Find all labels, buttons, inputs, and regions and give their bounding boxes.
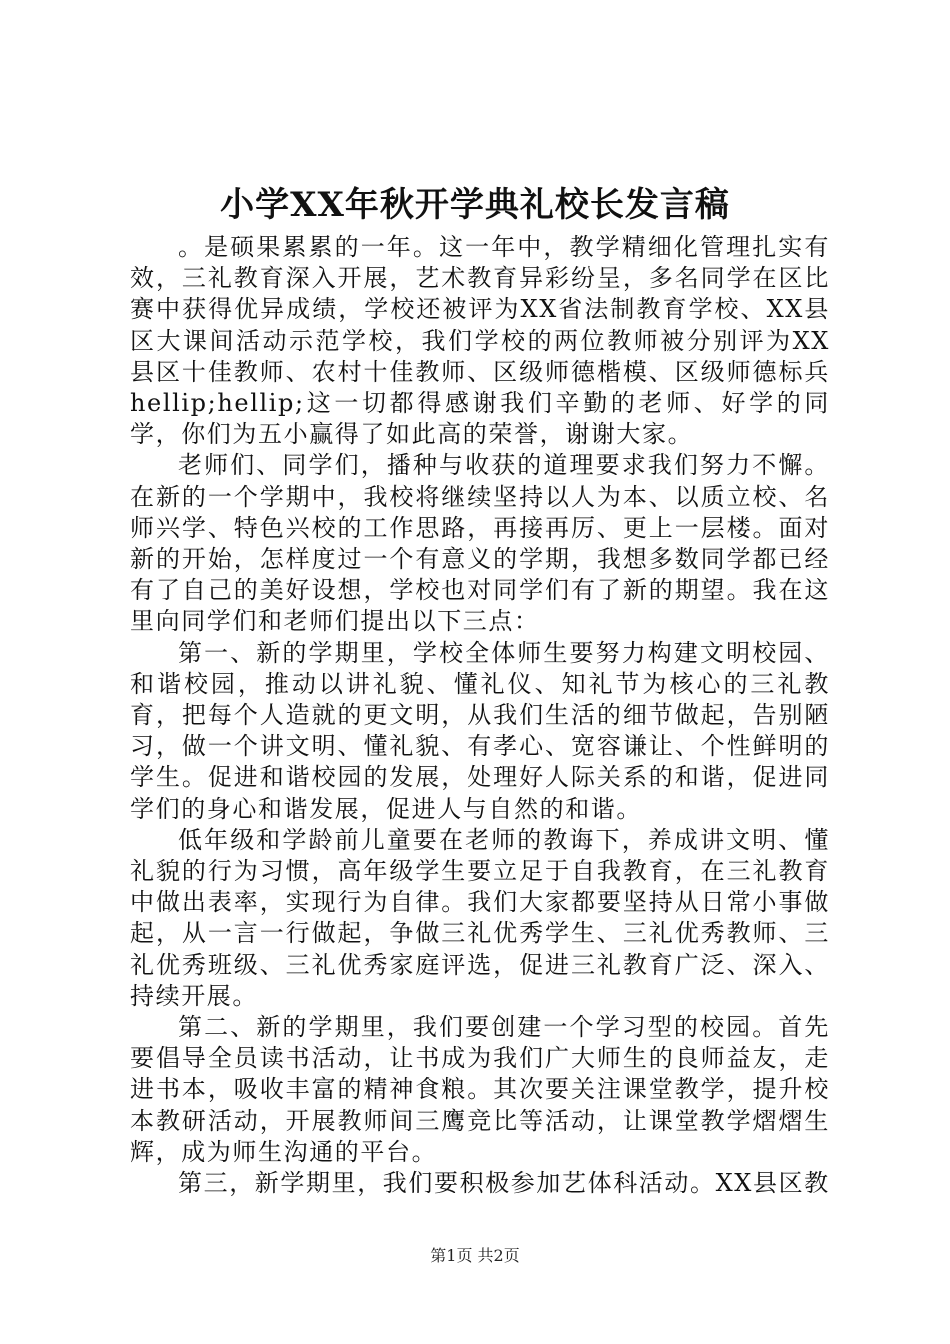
document-title: 小学XX年秋开学典礼校长发言稿 [220,185,730,225]
page-number-footer: 第1页 共2页 [430,1246,520,1265]
paragraph-5: 第二、新的学期里，我们要创建一个学习型的校园。首先要倡导全员读书活动，让书成为我们广大师生的良师益友，走进书本，吸收丰富的精神食粮。其次要关注课堂教学，提升校本教研活动，开展教师间三鹰竞比等活动，让课堂教学熠熠生辉，成为师生沟通的平台。 [130,1013,830,1166]
paragraph-1: 。是硕果累累的一年。这一年中，教学精细化管理扎实有效，三礼教育深入开展，艺术教育异彩纷呈，多名同学在区比赛中获得优异成绩，学校还被评为XX省法制教育学校、XX县区大课间活动示范学校，我们学校的两位教师被分别评为XX县区十佳教师、农村十佳教师、区级师德楷模、区级师德标兵hellip;hellip;这一切都得感谢我们辛勤的老师、好学的同学，你们为五小赢得了如此高的荣誉，谢谢大家。 [130,233,830,449]
paragraph-4: 低年级和学龄前儿童要在老师的教诲下，养成讲文明、懂礼貌的行为习惯，高年级学生要立足于自我教育，在三礼教育中做出表率，实现行为自律。我们大家都要坚持从日常小事做起，从一言一行做起，争做三礼优秀学生、三礼优秀教师、三礼优秀班级、三礼优秀家庭评选，促进三礼教育广泛、深入、持续开展。 [130,825,830,1010]
paragraph-6: 第三，新学期里，我们要积极参加艺体科活动。XX县区教 [178,1169,830,1198]
document-body [130,232,830,1199]
paragraph-3: 第一、新的学期里，学校全体师生要努力构建文明校园、和谐校园，推动以讲礼貌、懂礼仪、知礼节为核心的三礼教育，把每个人造就的更文明，从我们生活的细节做起，告别陋习，做一个讲文明、懂礼貌、有孝心、宽容谦让、个性鲜明的学生。促进和谐校园的发展，处理好人际关系的和谐，促进同学们的身心和谐发展，促进人与自然的和谐。 [130,638,830,823]
paragraph-2: 老师们、同学们，播种与收获的道理要求我们努力不懈。在新的一个学期中，我校将继续坚持以人为本、以质立校、名师兴学、特色兴校的工作思路，再接再厉、更上一层楼。面对新的开始，怎样度过一个有意义的学期，我想多数同学都已经有了自己的美好设想，学校也对同学们有了新的期望。我在这里向同学们和老师们提出以下三点： [130,451,830,636]
